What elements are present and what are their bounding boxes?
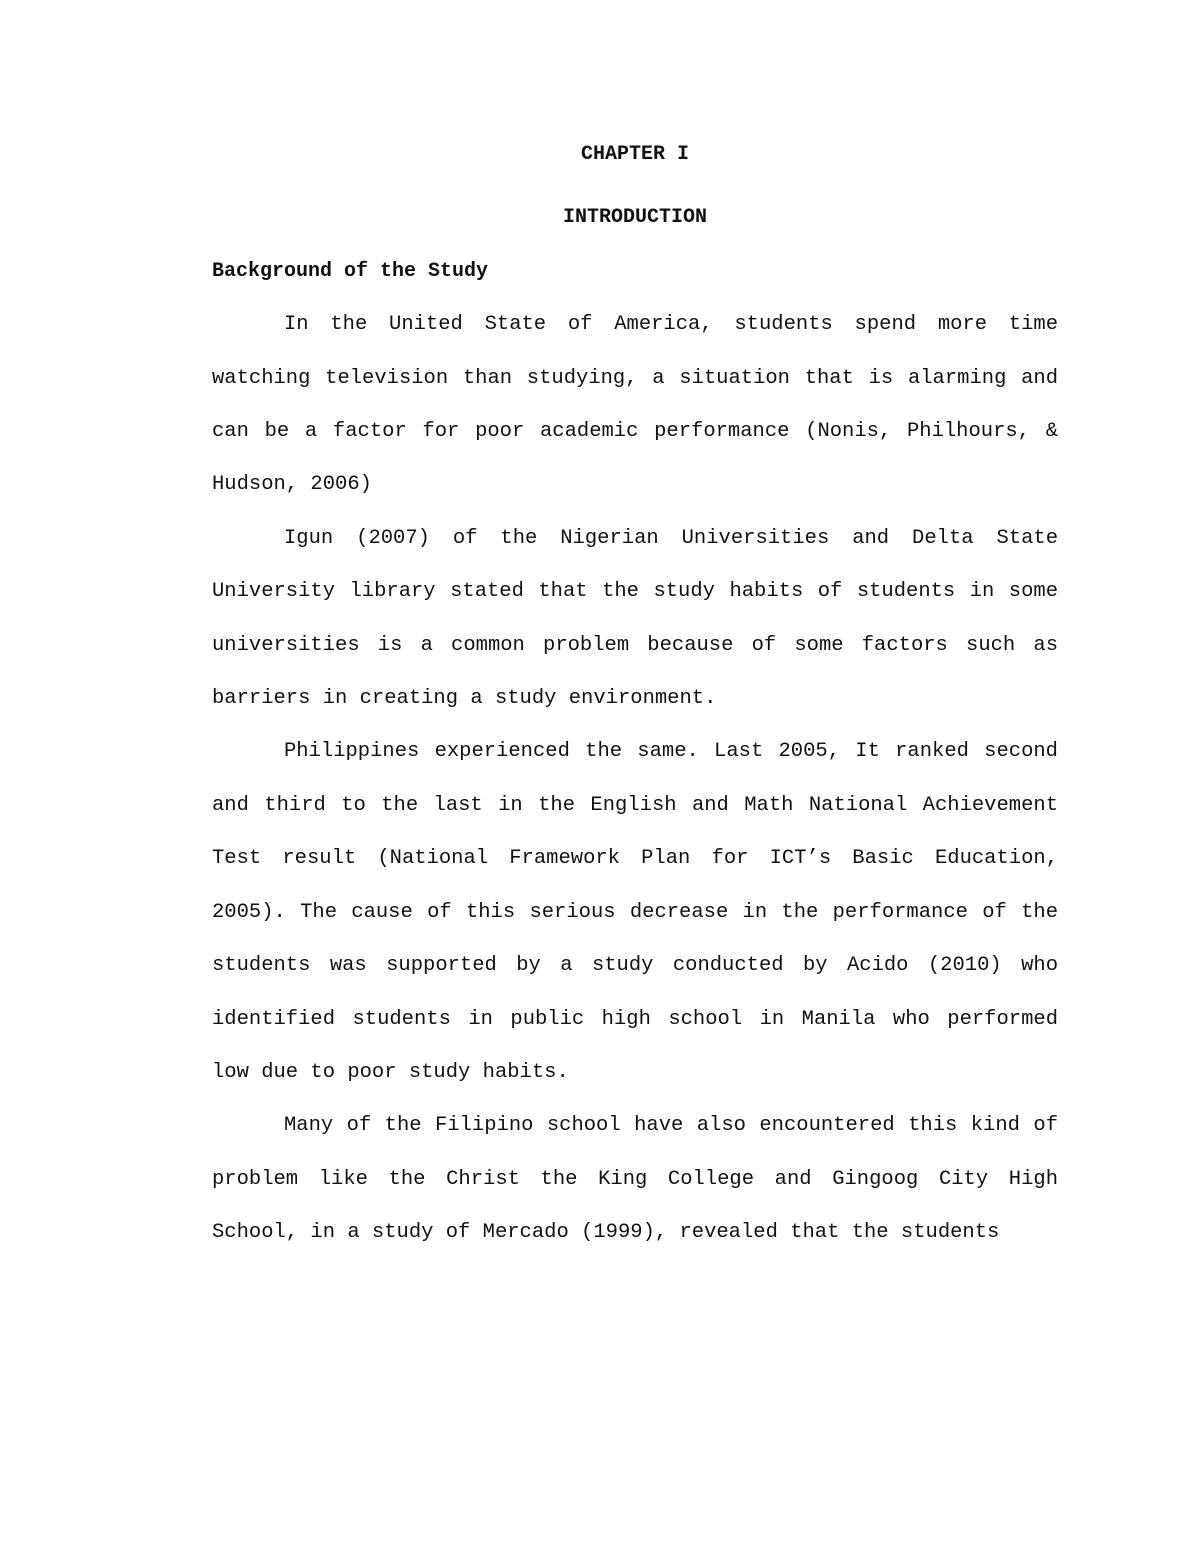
page-content <box>212 128 1058 1260</box>
section-heading: Background of the Study <box>212 259 489 283</box>
chapter-number: CHAPTER I <box>580 143 690 166</box>
paragraph: Many of the Filipino school have also encountered this kind of problem like the Christ the King College and Gingoog City High School, in a study of Mercado (1999), revealed that the students <box>212 1114 1058 1245</box>
paragraph: In the United State of America, students spend more time watching television than studying, a situation that is alarming and can be a factor for poor academic performance (Nonis, Philhours, & Hudson, 2006) <box>212 313 1058 497</box>
paragraph: Philippines experienced the same. Last 2005, It ranked second and third to the last in the English and Math National Achievement Test result (National Framework Plan for ICT’s Basic Education, 2005). The cause of this serious decrease in the performance of the students was supported by a study conducted by Acido (2010) who identified students in public high school in Manila who performed low due to poor study habits. <box>212 740 1058 1084</box>
paragraph: Igun (2007) of the Nigerian Universities and Delta State University library stated that the study habits of students in some universities is a common problem because of some factors such as barriers in creating a study environment. <box>212 526 1058 711</box>
chapter-title: INTRODUCTION <box>562 206 708 230</box>
